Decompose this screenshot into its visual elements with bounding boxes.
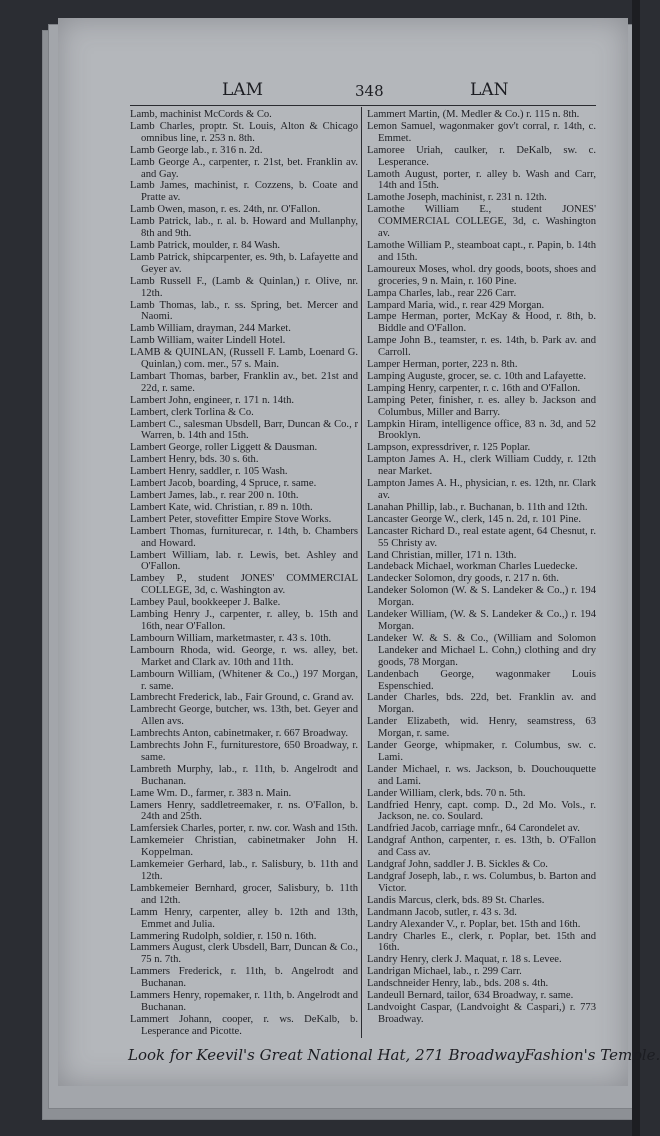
directory-entry: Lander Charles, bds. 22d, bet. Franklin av. and Morgan. bbox=[367, 692, 596, 716]
directory-entry: Lemon Samuel, wagonmaker gov't corral, r. 14th, c. Emmet. bbox=[367, 121, 596, 145]
directory-entry: Landrigan Michael, lab., r. 299 Carr. bbox=[367, 966, 596, 978]
directory-entry: Lamb Patrick, shipcarpenter, es. 9th, b. Lafayette and Geyer av. bbox=[130, 252, 358, 276]
directory-entry: Lander Elizabeth, wid. Henry, seamstress, 63 Morgan, r. same. bbox=[367, 716, 596, 740]
directory-entry: Lamkemeier Christian, cabinetmaker John H. Koppelman. bbox=[130, 835, 358, 859]
directory-entry: LAMB & QUINLAN, (Russell F. Lamb, Loenard G. Quinlan,) com. mer., 57 s. Main. bbox=[130, 347, 358, 371]
directory-entry: Lammers Henry, ropemaker, r. 11th, b. Angelrodt and Buchanan. bbox=[130, 990, 358, 1014]
directory-entry: Lamoth August, porter, r. alley b. Wash and Carr, 14th and 15th. bbox=[367, 169, 596, 193]
directory-entry: Lamb Charles, proptr. St. Louis, Alton & Chicago omnibus line, r. 253 n. 8th. bbox=[130, 121, 358, 145]
left-column bbox=[130, 109, 358, 1038]
directory-entry: Lamoree Uriah, caulker, r. DeKalb, sw. c. Lesperance. bbox=[367, 145, 596, 169]
directory-entry: Lambert Peter, stovefitter Empire Stove Works. bbox=[130, 514, 358, 526]
directory-entry: Lamm Henry, carpenter, alley b. 12th and 13th, Emmet and Julia. bbox=[130, 907, 358, 931]
column-divider bbox=[361, 107, 362, 1038]
directory-entry: Lancaster George W., clerk, 145 n. 2d, r. 101 Pine. bbox=[367, 514, 596, 526]
directory-entry: Landeker William, (W. & S. Landeker & Co.,) r. 194 Morgan. bbox=[367, 609, 596, 633]
directory-entry: Lambreth Murphy, lab., r. 11th, b. Angelrodt and Buchanan. bbox=[130, 764, 358, 788]
directory-entry: Lampe John B., teamster, r. es. 14th, b. Park av. and Carroll. bbox=[367, 335, 596, 359]
directory-entry: Landeback Michael, workman Charles Luedecke. bbox=[367, 561, 596, 573]
directory-entry: Landis Marcus, clerk, bds. 89 St. Charles. bbox=[367, 895, 596, 907]
directory-entry: Lamothe Joseph, machinist, r. 231 n. 12th. bbox=[367, 192, 596, 204]
directory-entry: Landeker W. & S. & Co., (William and Solomon Landeker and Michael L. Cohn,) clothing and dry goods, 78 Morgan. bbox=[367, 633, 596, 669]
directory-entry: Lampe Herman, porter, McKay & Hood, r. 8th, b. Biddle and O'Fallon. bbox=[367, 311, 596, 335]
directory-entry: Lammert Johann, cooper, r. ws. DeKalb, b. Lesperance and Picotte. bbox=[130, 1014, 358, 1038]
directory-entry: Lampard Maria, wid., r. rear 429 Morgan. bbox=[367, 300, 596, 312]
directory-entry: Lamothe William P., steamboat capt., r. Papin, b. 14th and 15th. bbox=[367, 240, 596, 264]
directory-entry: Lampa Charles, lab., rear 226 Carr. bbox=[367, 288, 596, 300]
directory-entry: Landfried Jacob, carriage mnfr., 64 Carondelet av. bbox=[367, 823, 596, 835]
directory-entry: Landeull Bernard, tailor, 634 Broadway, r. same. bbox=[367, 990, 596, 1002]
directory-entry: Lambourn William, (Whitener & Co.,) 197 Morgan, r. same. bbox=[130, 669, 358, 693]
footer-ad-text: Look for Keevil's Great National Hat, 271 Broadway bbox=[128, 1046, 525, 1064]
directory-entry: Lambert George, roller Liggett & Dausman. bbox=[130, 442, 358, 454]
header-left-word: LAM bbox=[222, 80, 263, 100]
directory-entry: Landgraf Joseph, lab., r. ws. Columbus, b. Barton and Victor. bbox=[367, 871, 596, 895]
directory-entry: Lamothe William E., student JONES' COMMERCIAL COLLEGE, 3d, c. Washington av. bbox=[367, 204, 596, 240]
footer-advertisement bbox=[128, 1046, 598, 1064]
directory-entry: Lambourn William, marketmaster, r. 43 s. 10th. bbox=[130, 633, 358, 645]
directory-entry: Lambrechts John F., furniturestore, 650 Broadway, r. same. bbox=[130, 740, 358, 764]
directory-entry: Lame Wm. D., farmer, r. 383 n. Main. bbox=[130, 788, 358, 800]
directory-entry: Lamb Patrick, lab., r. al. b. Howard and Mullanphy, 8th and 9th. bbox=[130, 216, 358, 240]
directory-entry: Lamb Owen, mason, r. es. 24th, nr. O'Fallon. bbox=[130, 204, 358, 216]
right-column bbox=[367, 109, 596, 1026]
header-right-word: LAN bbox=[470, 80, 508, 100]
directory-entry: Landeker Solomon (W. & S. Landeker & Co.,) r. 194 Morgan. bbox=[367, 585, 596, 609]
directory-entry: Landenbach George, wagonmaker Louis Espenschied. bbox=[367, 669, 596, 693]
directory-entry: Lamb Thomas, lab., r. ss. Spring, bet. Mercer and Naomi. bbox=[130, 300, 358, 324]
directory-entry: Landfried Henry, capt. comp. D., 2d Mo. Vols., r. Jackson, ne. co. Soulard. bbox=[367, 800, 596, 824]
directory-entry: Lamper Herman, porter, 223 n. 8th. bbox=[367, 359, 596, 371]
directory-entry: Lamers Henry, saddletreemaker, r. ns. O'Fallon, b. 24th and 25th. bbox=[130, 800, 358, 824]
header-rule bbox=[130, 105, 596, 106]
directory-entry: Landvoight Caspar, (Landvoight & Caspari,) r. 773 Broadway. bbox=[367, 1002, 596, 1026]
directory-entry: Lamb Patrick, moulder, r. 84 Wash. bbox=[130, 240, 358, 252]
directory-entry: Lanahan Phillip, lab., r. Buchanan, b. 11th and 12th. bbox=[367, 502, 596, 514]
directory-entry: Lambrechts Anton, cabinetmaker, r. 667 Broadway. bbox=[130, 728, 358, 740]
directory-entry: Lambert C., salesman Ubsdell, Barr, Duncan & Co., r Warren, b. 14th and 15th. bbox=[130, 419, 358, 443]
directory-entry: Landry Alexander V., r. Poplar, bet. 15th and 16th. bbox=[367, 919, 596, 931]
directory-entry: Lander William, clerk, bds. 70 n. 5th. bbox=[367, 788, 596, 800]
page-number: 348 bbox=[355, 82, 384, 100]
directory-entry: Lamfersiek Charles, porter, r. nw. cor. Wash and 15th. bbox=[130, 823, 358, 835]
directory-entry: Lamping Peter, finisher, r. es. alley b. Jackson and Columbus, Miller and Barry. bbox=[367, 395, 596, 419]
directory-entry: Lambert James, lab., r. rear 200 n. 10th. bbox=[130, 490, 358, 502]
directory-entry: Lamping Auguste, grocer, se. c. 10th and Lafayette. bbox=[367, 371, 596, 383]
directory-entry: Landry Charles E., clerk, r. Poplar, bet. 15th and 16th. bbox=[367, 931, 596, 955]
directory-entry: Lambart Thomas, barber, Franklin av., bet. 21st and 22d, r. same. bbox=[130, 371, 358, 395]
directory-entry: Lamb James, machinist, r. Cozzens, b. Coate and Pratte av. bbox=[130, 180, 358, 204]
directory-entry: Lampton James A. H., clerk William Cuddy, r. 12th near Market. bbox=[367, 454, 596, 478]
directory-entry: Lampkin Hiram, intelligence office, 83 n. 3d, and 52 Brooklyn. bbox=[367, 419, 596, 443]
directory-entry: Lamb Russell F., (Lamb & Quinlan,) r. Olive, nr. 12th. bbox=[130, 276, 358, 300]
directory-entry: Landgraf John, saddler J. B. Sickles & Co. bbox=[367, 859, 596, 871]
directory-entry: Lampton James A. H., physician, r. es. 12th, nr. Clark av. bbox=[367, 478, 596, 502]
directory-entry: Lammert Martin, (M. Medler & Co.) r. 115 n. 8th. bbox=[367, 109, 596, 121]
directory-entry: Landgraf Anthon, carpenter, r. es. 13th, b. O'Fallon and Cass av. bbox=[367, 835, 596, 859]
scanner-border bbox=[632, 0, 640, 1136]
directory-entry: Land Christian, miller, 171 n. 13th. bbox=[367, 550, 596, 562]
directory-entry: Lammers August, clerk Ubsdell, Barr, Duncan & Co., 75 n. 7th. bbox=[130, 942, 358, 966]
directory-entry: Landmann Jacob, sutler, r. 43 s. 3d. bbox=[367, 907, 596, 919]
directory-entry: Lambert Kate, wid. Christian, r. 89 n. 10th. bbox=[130, 502, 358, 514]
directory-entry: Lambey Paul, bookkeeper J. Balke. bbox=[130, 597, 358, 609]
directory-entry: Lamb, machinist McCords & Co. bbox=[130, 109, 358, 121]
directory-entry: Lambourn Rhoda, wid. George, r. ws. alley, bet. Market and Clark av. 10th and 11th. bbox=[130, 645, 358, 669]
directory-entry: Landry Henry, clerk J. Maquat, r. 18 s. Levee. bbox=[367, 954, 596, 966]
directory-entry: Lander Michael, r. ws. Jackson, b. Douchouquette and Lami. bbox=[367, 764, 596, 788]
directory-entry: Lamping Henry, carpenter, r. c. 16th and O'Fallon. bbox=[367, 383, 596, 395]
directory-entry: Lambrecht Frederick, lab., Fair Ground, c. Grand av. bbox=[130, 692, 358, 704]
directory-entry: Lambert John, engineer, r. 171 n. 14th. bbox=[130, 395, 358, 407]
directory-entry: Lammering Rudolph, soldier, r. 150 n. 16th. bbox=[130, 931, 358, 943]
directory-entry: Lambey P., student JONES' COMMERCIAL COLLEGE, 3d, c. Washington av. bbox=[130, 573, 358, 597]
directory-entry: Lamb George lab., r. 316 n. 2d. bbox=[130, 145, 358, 157]
directory-entry: Lambrecht George, butcher, ws. 13th, bet. Geyer and Allen avs. bbox=[130, 704, 358, 728]
directory-entry: Lamb William, drayman, 244 Market. bbox=[130, 323, 358, 335]
directory-entry: Lamoureux Moses, whol. dry goods, boots, shoes and groceries, 9 n. Main, r. 160 Pine. bbox=[367, 264, 596, 288]
directory-entry: Lambert William, lab. r. Lewis, bet. Ashley and O'Fallon. bbox=[130, 550, 358, 574]
directory-entry: Lancaster Richard D., real estate agent, 64 Chesnut, r. 55 Christy av. bbox=[367, 526, 596, 550]
directory-entry: Lamb William, waiter Lindell Hotel. bbox=[130, 335, 358, 347]
directory-entry: Lamb George A., carpenter, r. 21st, bet. Franklin av. and Gay. bbox=[130, 157, 358, 181]
directory-entry: Landecker Solomon, dry goods, r. 217 n. 6th. bbox=[367, 573, 596, 585]
directory-entry: Landschneider Henry, lab., bds. 208 s. 4th. bbox=[367, 978, 596, 990]
directory-entry: Lambkemeier Bernhard, grocer, Salisbury, b. 11th and 12th. bbox=[130, 883, 358, 907]
directory-entry: Lambert Thomas, furniturecar, r. 14th, b. Chambers and Howard. bbox=[130, 526, 358, 550]
directory-entry: Lander George, whipmaker, r. Columbus, sw. c. Lami. bbox=[367, 740, 596, 764]
directory-entry: Lambert Henry, saddler, r. 105 Wash. bbox=[130, 466, 358, 478]
directory-entry: Lamkemeier Gerhard, lab., r. Salisbury, b. 11th and 12th. bbox=[130, 859, 358, 883]
directory-entry: Lampson, expressdriver, r. 125 Poplar. bbox=[367, 442, 596, 454]
directory-entry: Lambert, clerk Torlina & Co. bbox=[130, 407, 358, 419]
footer-ad-tagline: Fashion's Temple. bbox=[525, 1046, 660, 1064]
directory-entry: Lambing Henry J., carpenter, r. alley, b. 15th and 16th, near O'Fallon. bbox=[130, 609, 358, 633]
directory-entry: Lammers Frederick, r. 11th, b. Angelrodt and Buchanan. bbox=[130, 966, 358, 990]
directory-entry: Lambert Henry, bds. 30 s. 6th. bbox=[130, 454, 358, 466]
directory-entry: Lambert Jacob, boarding, 4 Spruce, r. same. bbox=[130, 478, 358, 490]
